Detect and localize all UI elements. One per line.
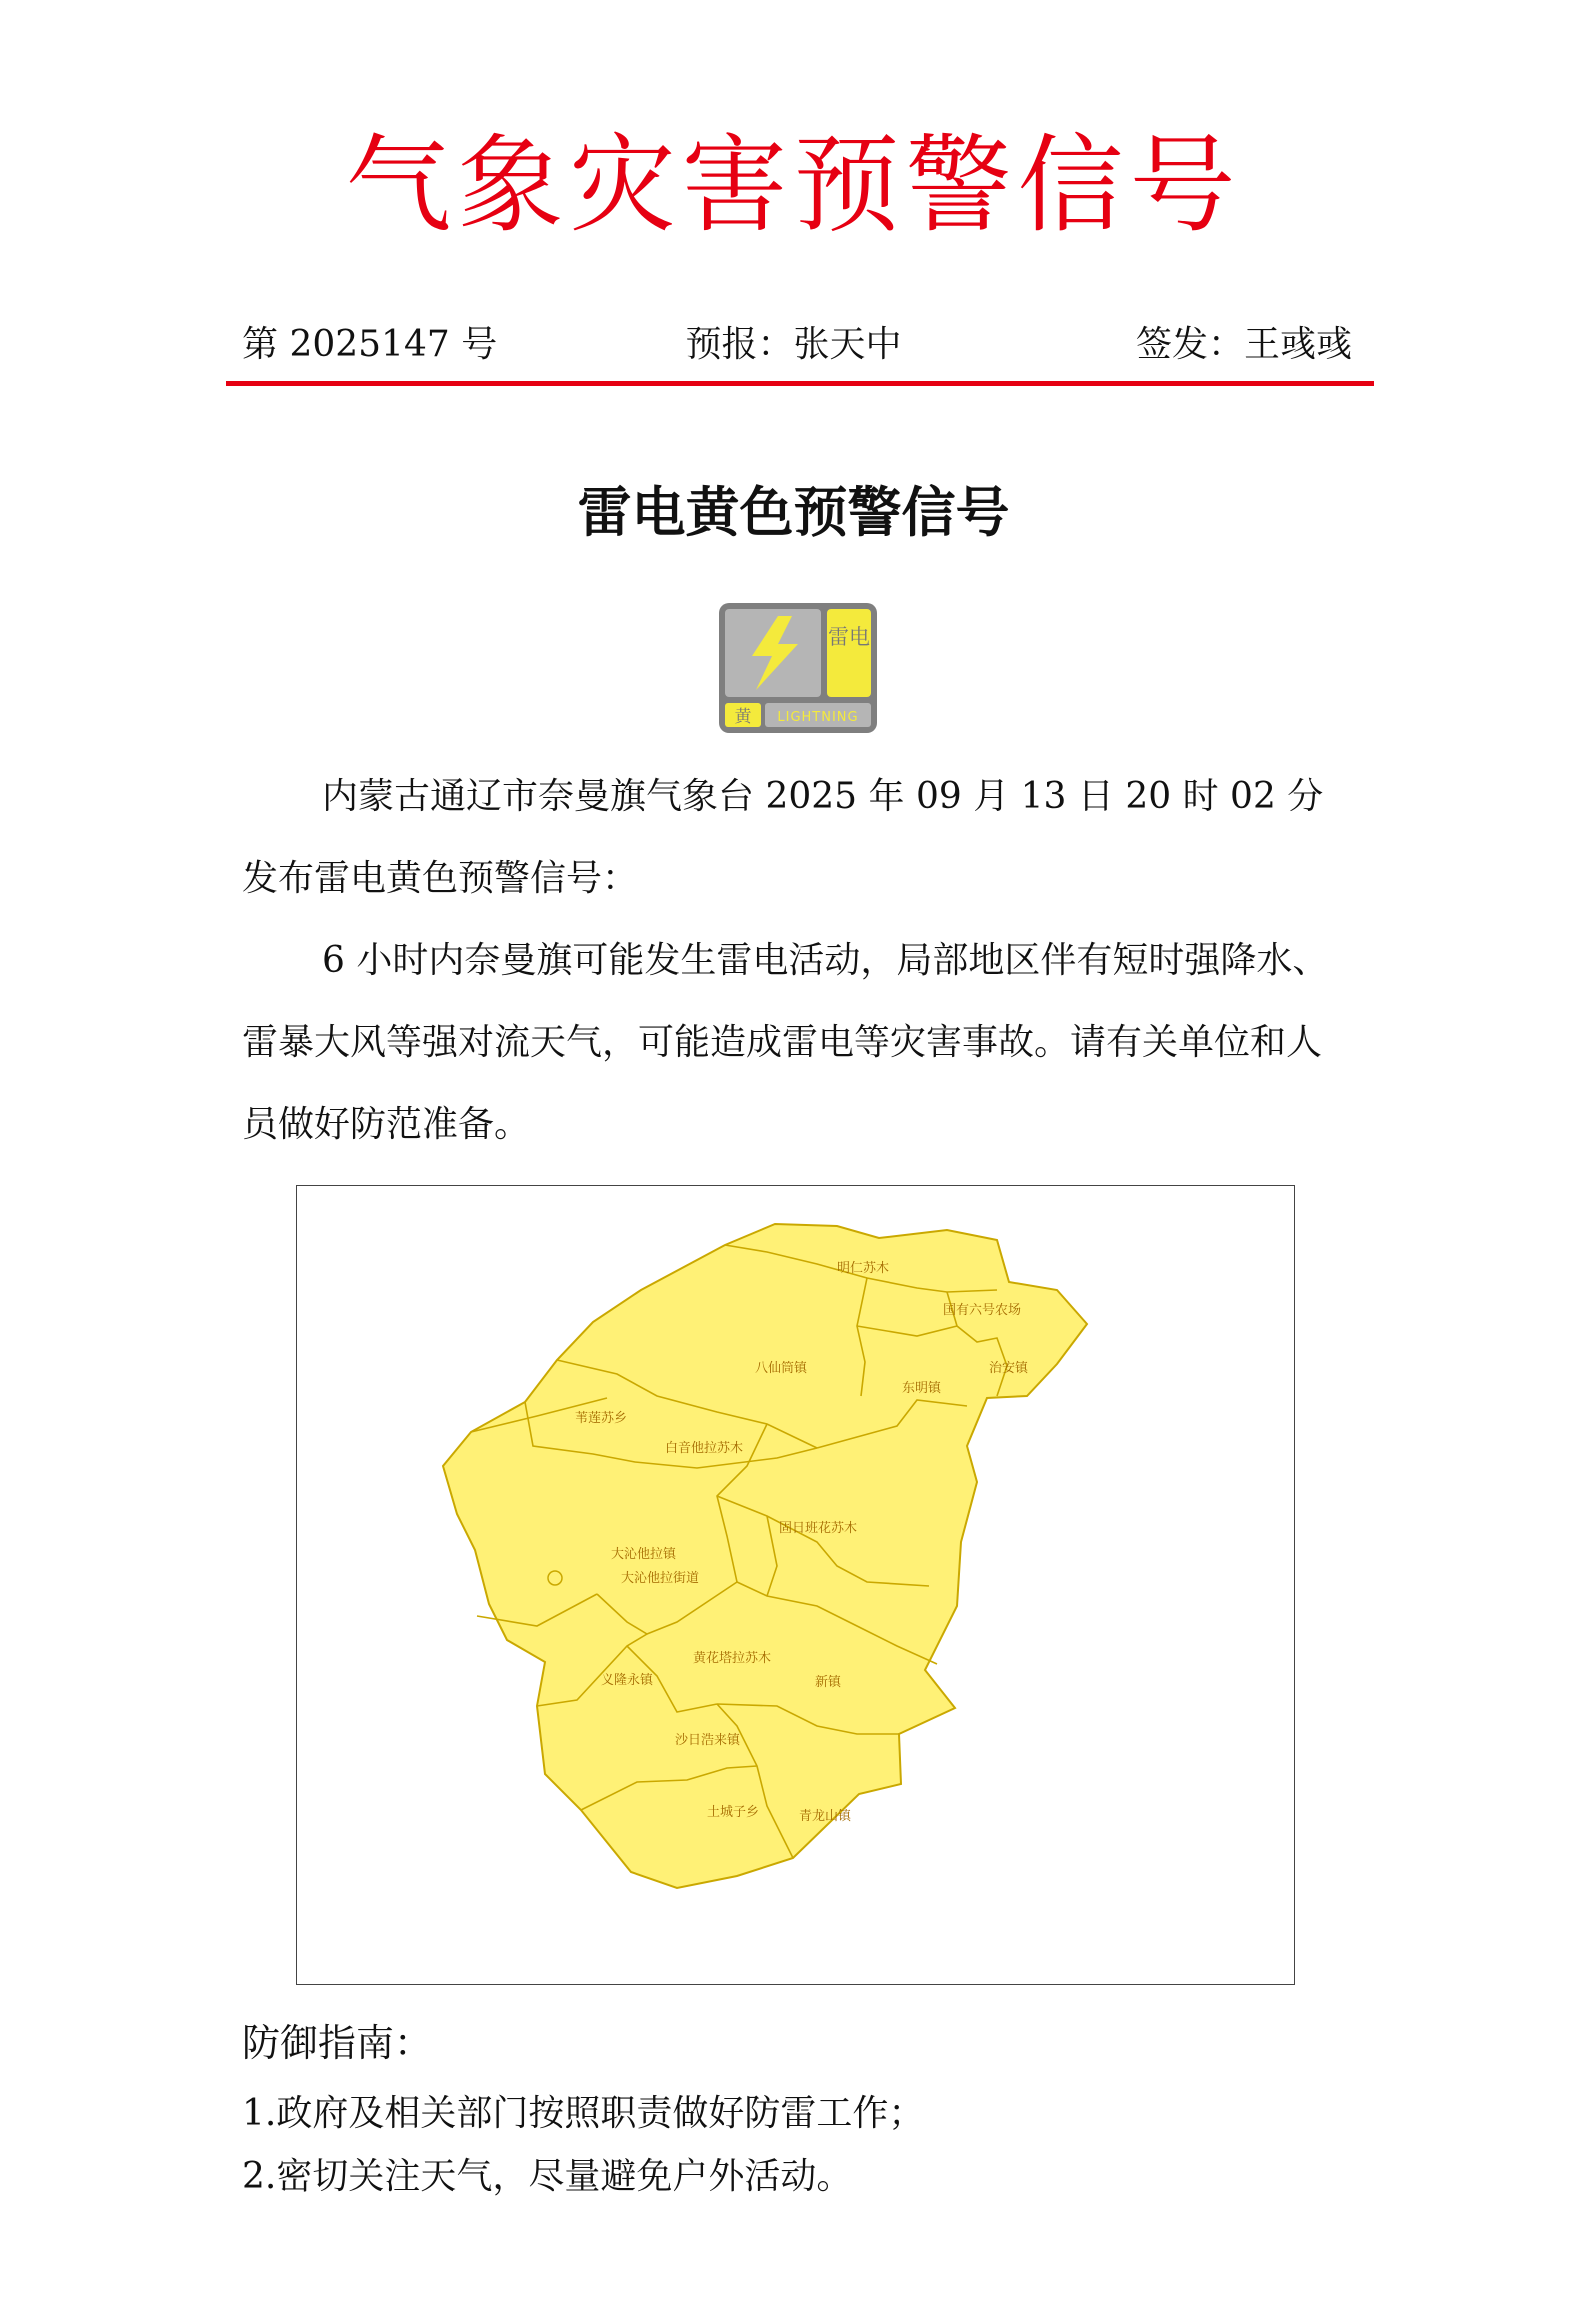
issue-text: 内蒙古通辽市奈曼旗气象台 2025 年 09 月 13 日 20 时 02 分发布雷电黄色预警信号：	[242, 776, 1324, 899]
map-label: 治安镇	[989, 1361, 1029, 1376]
map-label: 固日班花苏木	[779, 1521, 858, 1536]
forecast-text: 6 小时内奈曼旗可能发生雷电活动，局部地区伴有短时强降水、雷暴大风等强对流天气，可能造成雷电等灾害事故。请有关单位和人员做好防范准备。	[242, 940, 1329, 1145]
map-label: 东明镇	[902, 1381, 942, 1396]
lightning-yellow-warning-icon	[718, 602, 878, 734]
svg-text:LIGHTNING: LIGHTNING	[777, 710, 859, 725]
svg-text:黄: 黄	[734, 707, 752, 727]
issue-paragraph	[242, 756, 1352, 920]
county-outline	[443, 1224, 1087, 1888]
map-label: 白音他拉苏木	[665, 1441, 744, 1456]
map-label: 青龙山镇	[799, 1809, 852, 1824]
signal-title: 雷电黄色预警信号	[577, 480, 1010, 544]
map-label: 黄花塔拉苏木	[693, 1651, 772, 1666]
map-label: 义隆永镇	[601, 1673, 654, 1688]
document-number: 第 2025147 号	[242, 324, 498, 365]
map-label: 八仙筒镇	[755, 1361, 808, 1376]
document-title: 气象灾害预警信号	[345, 124, 1242, 247]
svg-text:雷电: 雷电	[828, 625, 870, 649]
map-label: 明仁苏木	[837, 1261, 890, 1276]
forecast-paragraph	[242, 920, 1352, 1166]
warning-area-map	[296, 1185, 1295, 1985]
map-label: 大沁他拉街道	[621, 1571, 700, 1586]
map-label: 土城子乡	[707, 1805, 760, 1820]
defense-guide-title: 防御指南：	[242, 2021, 433, 2065]
defense-guide-item: 1.政府及相关部门按照职责做好防雷工作；	[242, 2093, 925, 2134]
header-divider	[226, 381, 1374, 386]
map-label: 大沁他拉镇	[611, 1547, 677, 1562]
map-label: 沙日浩来镇	[675, 1733, 741, 1748]
issuer: 签发：王彧彧	[1135, 324, 1352, 365]
defense-guide-item: 2.密切关注天气，尽量避免户外活动。	[242, 2156, 853, 2197]
map-label: 新镇	[815, 1675, 842, 1690]
map-label: 国有六号农场	[943, 1303, 1022, 1318]
forecaster: 预报：张天中	[685, 324, 902, 365]
map-label: 苇莲苏乡	[575, 1411, 628, 1426]
